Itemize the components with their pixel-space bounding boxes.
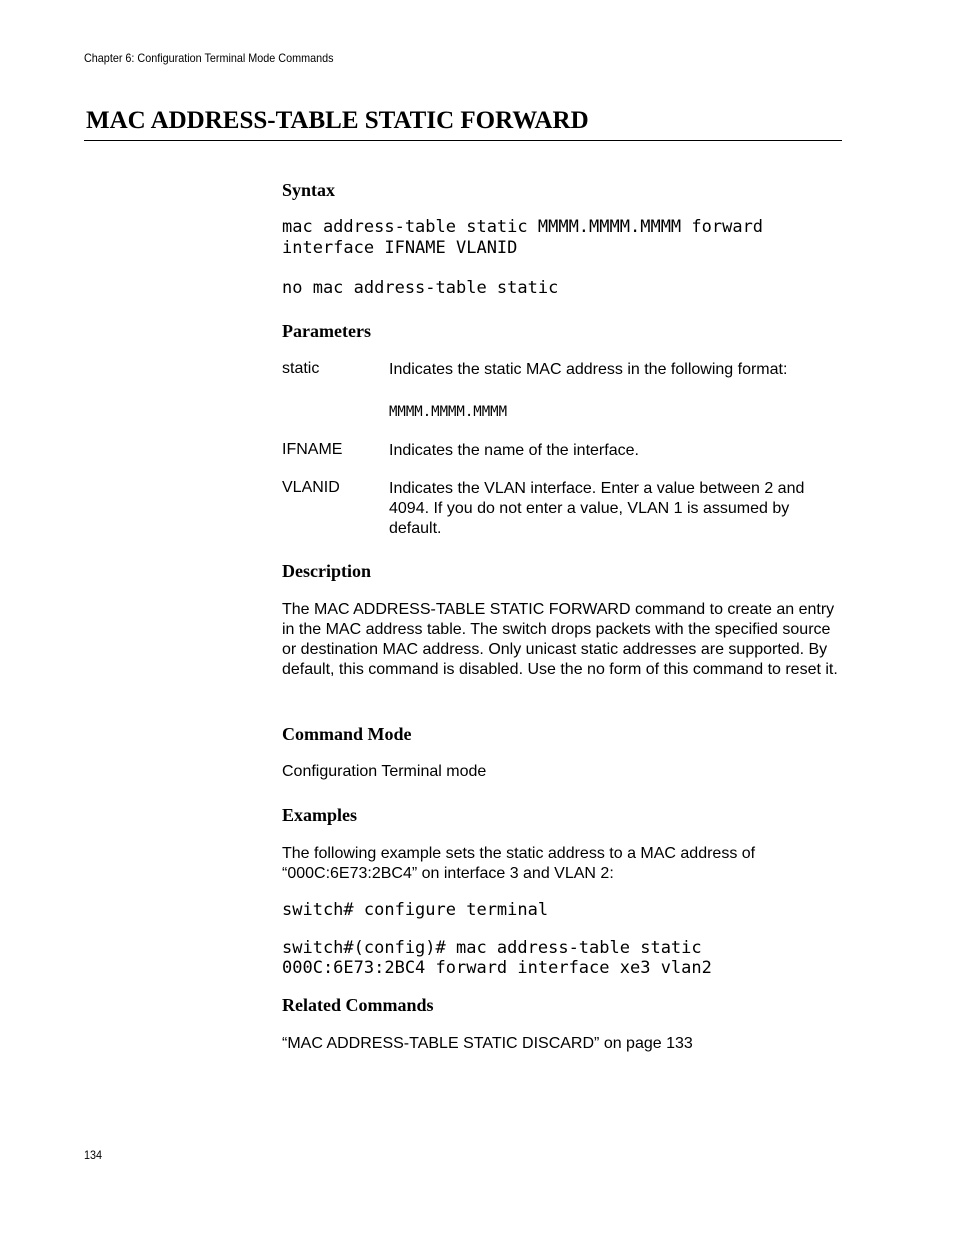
param-format-static: MMMM.MMMM.MMMM [389,404,508,420]
parameters-heading: Parameters [282,321,371,341]
page-number: 134 [84,1148,103,1162]
examples-heading: Examples [282,805,358,825]
related-command-link[interactable]: “MAC ADDRESS-TABLE STATIC DISCARD” on page 133 [282,1035,693,1052]
description-heading: Description [282,561,371,581]
param-name-static: static [282,360,320,377]
running-header: Chapter 6: Configuration Terminal Mode Commands [84,51,334,65]
command-mode-text: Configuration Terminal mode [282,763,487,780]
description-text: The MAC ADDRESS-TABLE STATIC FORWARD command to create an entry in the MAC address table. The switch drops packets with the specified source or destination MAC address. Only unicast static addresses are supported. By default, this command is disabled. Use the no form of this command to reset it. [282,601,838,678]
syntax-heading: Syntax [282,180,336,200]
param-name-ifname: IFNAME [282,441,343,458]
param-desc-ifname: Indicates the name of the interface. [389,442,639,459]
param-desc-static: Indicates the static MAC address in the following format: [389,361,788,378]
param-name-vlanid: VLANID [282,479,340,496]
syntax-line-1: mac address-table static MMMM.MMMM.MMMM forward [282,217,764,237]
syntax-line-3: no mac address-table static [282,278,559,298]
example-command-2-line-2: 000C:6E73:2BC4 forward interface xe3 vlan2 [282,958,712,978]
syntax-line-2: interface IFNAME VLANID [282,238,518,258]
example-command-1: switch# configure terminal [282,900,549,920]
page-title: MAC ADDRESS-TABLE STATIC FORWARD [86,107,589,134]
command-mode-heading: Command Mode [282,724,412,744]
title-rule [84,140,842,141]
example-command-2-line-1: switch#(config)# mac address-table static [282,938,702,958]
param-desc-vlanid: Indicates the VLAN interface. Enter a value between 2 and 4094. If you do not enter a value, VLAN 1 is assumed by default. [389,480,805,537]
examples-text: The following example sets the static address to a MAC address of “000C:6E73:2BC4” on interface 3 and VLAN 2: [282,845,756,882]
related-commands-heading: Related Commands [282,995,434,1015]
